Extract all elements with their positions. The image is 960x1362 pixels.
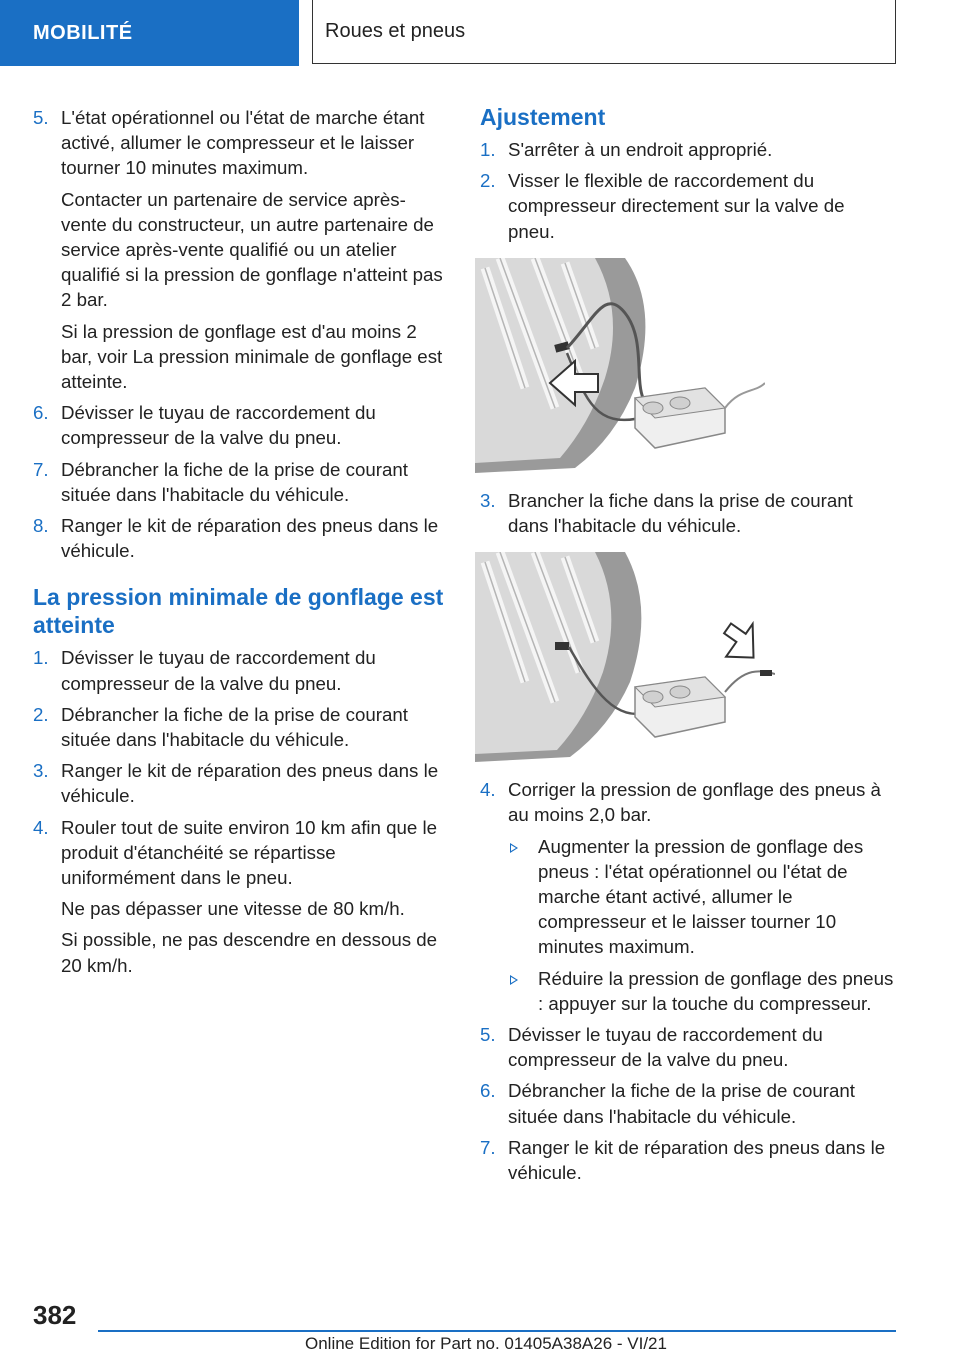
step-text: Dévisser le tuyau de raccordement du compresseur de la valve du pneu. (61, 647, 376, 694)
illustration-compressor-valve (475, 258, 765, 473)
step-text: Ranger le kit de réparation des pneus dans le véhicule. (508, 1136, 886, 1184)
list-item (33, 400, 448, 450)
steps-continued (33, 105, 448, 563)
step-number: 7. (480, 1136, 496, 1158)
chapter-title: Roues et pneus (312, 0, 896, 64)
steps-c (480, 777, 895, 1185)
step-text: Si la pression de gonflage est d'au moins 2 bar, voir La pression minimale de gonflage est atteinte. (61, 320, 443, 393)
step-number: 2. (33, 703, 49, 725)
section-tab: MOBILITÉ (0, 0, 299, 66)
sub-item-text: Augmenter la pression de gonflage des pneus : l'état opérationnel ou l'état de marche étant activé, allumer le compresseur et le laisser tourner 10 minutes maximum. (538, 835, 864, 958)
step-text: Rouler tout de suite environ 10 km afin que le produit d'étanchéité se répartisse uniformément dans le pneu. (61, 816, 438, 889)
sub-list-item (508, 966, 895, 1016)
steps-a (480, 137, 895, 244)
step-number: 4. (33, 816, 49, 838)
list-item (33, 457, 448, 507)
footer-divider (98, 1330, 896, 1332)
section2-steps (33, 645, 448, 977)
step-text: S'arrêter à un endroit approprié. (508, 139, 773, 160)
list-item (480, 488, 895, 538)
step-number: 3. (33, 760, 49, 782)
list-item (480, 137, 895, 162)
step-number: 5. (480, 1024, 496, 1046)
step-text: Dévisser le tuyau de raccordement du compresseur de la valve du pneu. (508, 1024, 823, 1071)
step-text: Si possible, ne pas descendre en dessous de 20 km/h. (61, 929, 438, 976)
list-item (33, 702, 448, 752)
step-text: Ranger le kit de réparation des pneus dans le véhicule. (61, 515, 439, 562)
section-heading: Ajustement (480, 104, 606, 130)
list-item (480, 1078, 895, 1128)
sub-item-text: Réduire la pression de gonflage des pneus : appuyer sur la touche du compresseur. (538, 967, 894, 1014)
step-text: Contacter un partenaire de service après-vente du constructeur, un autre partenaire de service après-vente qualifié ou un atelier qualifié si la pression de gonflage n'atteint pas 2 bar. (61, 188, 443, 311)
step-text: L'état opérationnel ou l'état de marche étant activé, allumer le compresseur et le laisser tourner 10 minutes maximum. (61, 107, 425, 179)
right-column (480, 103, 895, 1191)
step-text: Brancher la fiche dans la prise de courant dans l'habitacle du véhicule. (508, 489, 853, 537)
triangle-bullet-icon (510, 975, 518, 985)
sub-list-item (508, 834, 895, 960)
list-item (33, 815, 448, 978)
page-number: 382 (33, 1300, 77, 1330)
step-text: Débrancher la fiche de la prise de courant située dans l'habitacle du véhicule. (61, 458, 408, 505)
step-number: 3. (480, 489, 496, 511)
list-item (480, 777, 895, 1016)
list-item (33, 758, 448, 808)
step-number: 4. (480, 779, 496, 801)
step-text: Débrancher la fiche de la prise de courant située dans l'habitacle du véhicule. (508, 1080, 855, 1127)
sub-list (508, 834, 895, 1016)
step-number: 8. (33, 515, 49, 537)
step-number: 5. (33, 107, 49, 128)
step-text: Dévisser le tuyau de raccordement du compresseur de la valve du pneu. (61, 402, 376, 449)
steps-b (480, 488, 895, 538)
list-item (480, 1135, 895, 1185)
list-item (480, 168, 895, 244)
list-item (33, 105, 448, 394)
step-text: Corriger la pression de gonflage des pneus à au moins 2,0 bar. (508, 779, 881, 826)
triangle-bullet-icon (510, 843, 518, 853)
step-number: 6. (480, 1080, 496, 1102)
step-text: Visser le flexible de raccordement du compresseur directement sur la valve de pneu. (508, 170, 845, 242)
step-number: 7. (33, 458, 49, 480)
step-number: 2. (480, 170, 496, 192)
step-text: Débrancher la fiche de la prise de courant située dans l'habitacle du véhicule. (61, 703, 408, 751)
left-column (33, 105, 448, 984)
list-item (33, 513, 448, 563)
step-text: Ne pas dépasser une vitesse de 80 km/h. (61, 898, 405, 920)
illustration-compressor-plug (475, 552, 775, 762)
list-item (33, 645, 448, 695)
step-number: 1. (33, 647, 49, 669)
edition-text: Online Edition for Part no. 01405A38A26 - VI/21 (305, 1334, 667, 1353)
list-item (480, 1022, 895, 1072)
step-number: 1. (480, 139, 496, 160)
step-number: 6. (33, 402, 49, 424)
section-heading: La pression minimale de gonflage est atteinte (33, 584, 444, 639)
step-text: Ranger le kit de réparation des pneus dans le véhicule. (61, 760, 439, 807)
